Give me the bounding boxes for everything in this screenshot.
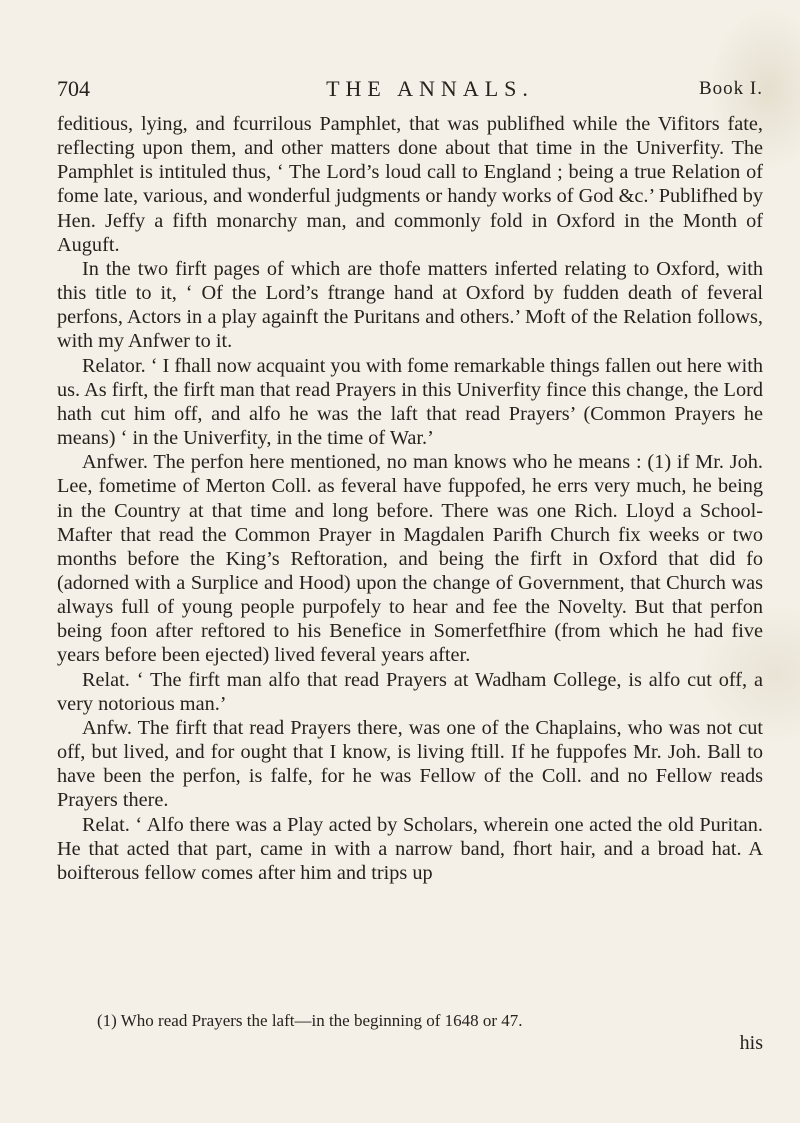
paragraph-3: Relator. ‘ I fhall now acquaint you with fome remarkable things fallen out here with us. As firft, the firft man that read Prayers in this Univerfity fince this change, the Lord hath cut him off, and alfo he was the laft that read Prayers’ (Common Prayers he means) ‘ in the Univerfity, in the time of War.’ <box>57 354 763 450</box>
paragraph-4: Anfwer. The perfon here mentioned, no man knows who he means : (1) if Mr. Joh. Lee, fometime of Merton Coll. as feveral have fuppofed, he errs very much, he being in the Country at that time and long before. There was one Rich. Lloyd a School-Mafter that read the Common Prayer in Magdalen Parifh Church fix weeks or two months before the King’s Reftoration, and being the firft in Oxford that did fo (adorned with a Surplice and Hood) upon the change of Government, that Church was always full of young people purpofely to hear and fee the Novelty. But that perfon being foon after reftored to his Benefice in Somerfetfhire (from which he had five years before been ejected) lived feveral years after. <box>57 451 763 667</box>
page-header <box>57 76 763 106</box>
paragraph-1: feditious, lying, and fcurrilous Pamphlet, that was publifhed while the Vifitors fate, reflecting upon them, and other matters done about that time in the Univerfity. The Pamphlet is intituled thus, ‘ The Lord’s loud call to England ; being a true Relation of fome late, various, and wonderful judgments or handy works of God &c.’ Publifhed by Hen. Jeffy a fifth monarchy man, and commonly fold in Oxford in the Month of Auguft. <box>57 113 763 256</box>
book-label: Book I. <box>699 78 763 99</box>
paragraph-7: Relat. ‘ Alfo there was a Play acted by Scholars, wherein one acted the old Puritan. He that acted that part, came in with a narrow band, fhort hair, and a broad hat. A boifterous fellow comes after him and trips up <box>57 813 763 884</box>
paragraph-2: In the two firft pages of which are thofe matters inferted relating to Oxford, with this title to it, ‘ Of the Lord’s ftrange hand at Oxford by fudden death of feveral perfons, Actors in a play againft the Puritans and others.’ Moft of the Relation follows, with my Anfwer to it. <box>57 257 763 353</box>
footnote: (1) Who read Prayers the laft—in the beginning of 1648 or 47. <box>97 1011 523 1030</box>
page-number: 704 <box>57 76 90 101</box>
running-title: THE ANNALS. <box>326 76 534 101</box>
paragraph-6: Anfw. The firft that read Prayers there, was one of the Chaplains, who was not cut off, but lived, and for ought that I know, is living ftill. If he fuppofes Mr. Joh. Ball to have been the perfon, is falfe, for he was Fellow of the Coll. and no Fellow reads Prayers there. <box>57 716 763 812</box>
paragraph-5: Relat. ‘ The firft man alfo that read Prayers at Wadham College, is alfo cut off, a very notorious man.’ <box>57 668 763 715</box>
body-text <box>57 112 763 885</box>
catchword: his <box>739 1032 763 1054</box>
